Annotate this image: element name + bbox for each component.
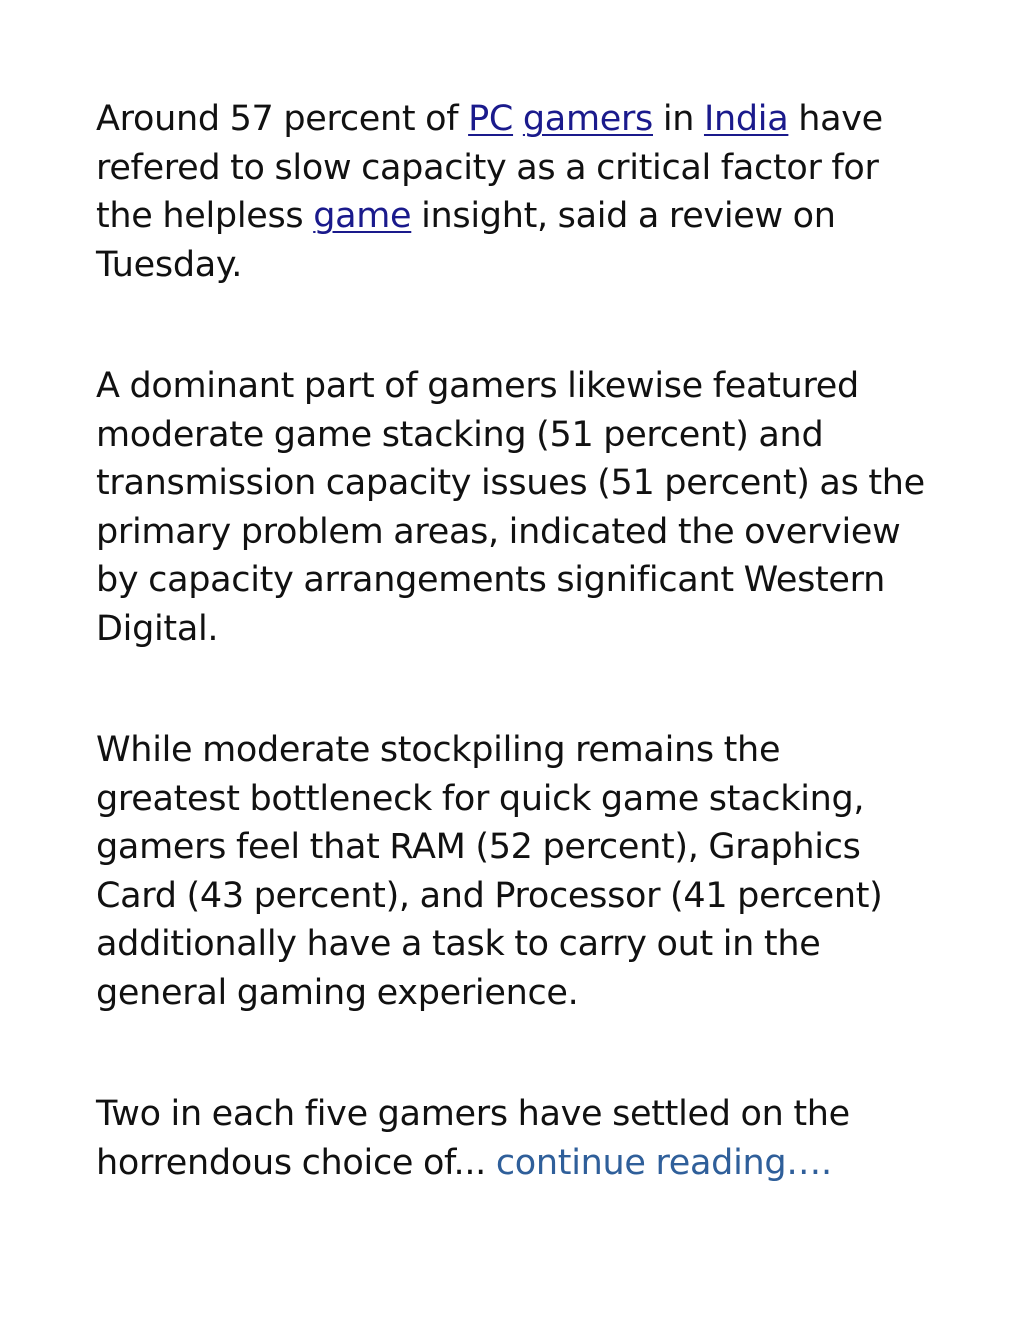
- paragraph-1-text-b: in: [653, 99, 704, 139]
- article-body: [96, 95, 926, 1260]
- paragraph-1-text-d: insight, said a review on Tuesday.: [96, 196, 836, 285]
- continue-reading-link[interactable]: continue reading….: [495, 1142, 832, 1183]
- paragraph-1-text-a: Around 57 percent of: [96, 99, 469, 139]
- paragraph-4: [96, 1090, 926, 1187]
- paragraph-3: While moderate stockpiling remains the greatest bottleneck for quick game stacking, gamers feel that RAM (52 percent), Graphics Card (43 percent), and Processor (41 percent) additionally have a task to carry out in the general gaming experience.: [96, 730, 883, 1013]
- paragraph-4-text: Two in each five gamers have settled on the horrendous choice of...: [96, 1094, 850, 1183]
- link-game[interactable]: game: [313, 196, 412, 236]
- link-pc[interactable]: PC: [468, 99, 514, 139]
- link-gamers[interactable]: gamers: [522, 99, 653, 139]
- paragraph-1: [96, 95, 926, 289]
- paragraph-2: A dominant part of gamers likewise featured moderate game stacking (51 percent) and transmission capacity issues (51 percent) as the primary problem areas, indicated the overview by capacity arrangements significant Western Digital.: [96, 366, 925, 649]
- paragraph-1-space: [513, 99, 523, 139]
- link-india[interactable]: India: [703, 99, 789, 139]
- paragraph-1-text-c: have refered to slow capacity as a critical factor for the helpless: [96, 99, 883, 236]
